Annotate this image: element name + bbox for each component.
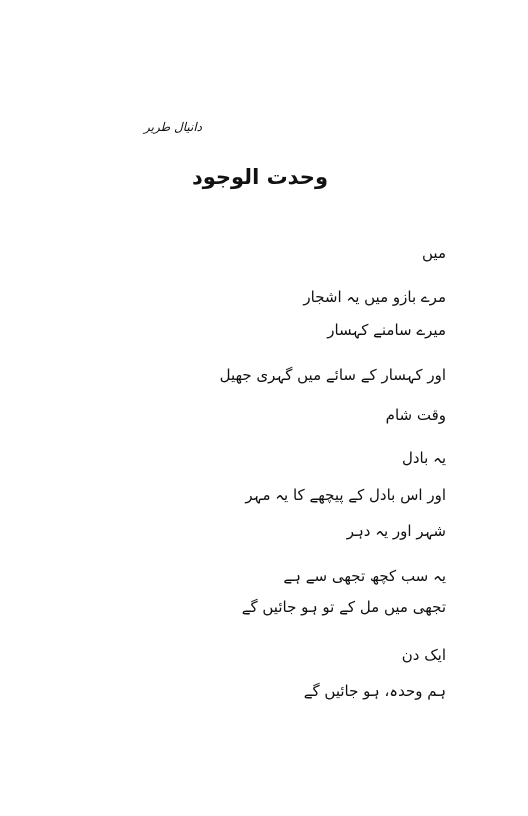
poem-line: اور کہسار کے سائے میں گہری جھیل [219,366,446,384]
poem-line: تجھی میں مل کے تو ہو جائیں گے [241,598,446,616]
poem-line: اور اس بادل کے پیچھے کا یہ مہر [245,486,446,504]
poem-line: شہر اور یہ دہر [346,522,446,540]
poem-line: وقت شام [385,406,446,424]
author-name: دانیال طریر [144,120,202,134]
poem-line: ایک دن [401,646,446,664]
poem-line: یہ سب کچھ تجھی سے ہے [283,567,446,585]
poem-title: وحدت الوجود [191,165,328,189]
poem-line: ہم وحدہ، ہو جائیں گے [303,682,446,700]
poem-line: میرے سامنے کہسار [327,321,446,339]
poem-line: مرے بازو میں یہ اشجار [303,288,446,306]
poem-line: میں [422,244,446,262]
poem-line: یہ بادل [401,449,446,467]
